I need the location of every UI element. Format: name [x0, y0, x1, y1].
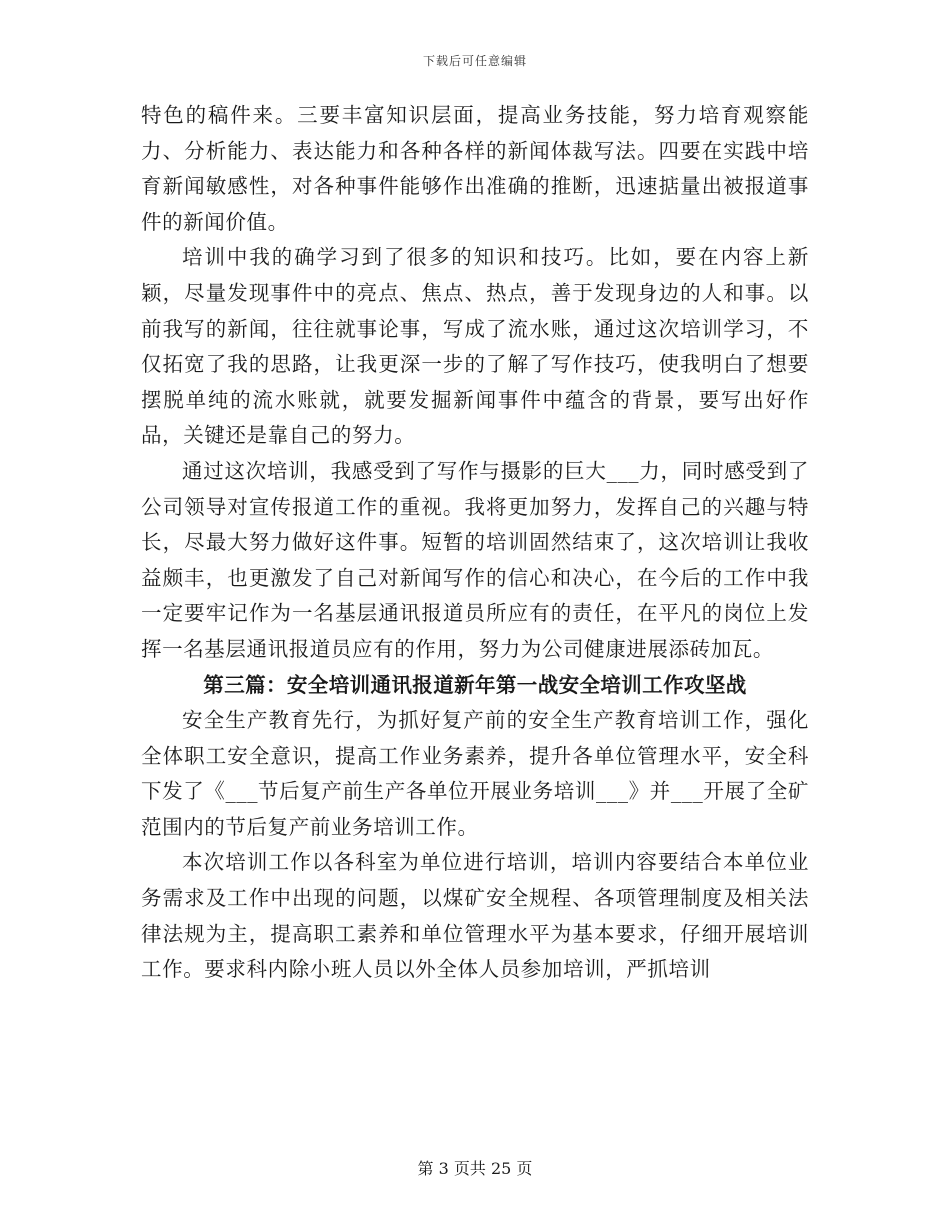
document-body — [141, 98, 809, 988]
page-number: 第 3 页共 25 页 — [417, 1159, 533, 1178]
paragraph-safety-education: 安全生产教育先行，为抓好复产前的安全生产教育培训工作，强化全体职工安全意识，提高工作业务素养，提升各单位管理水平，安全科下发了《___节后复产前生产各单位开展业务培训___》并___开展了全矿范围内的节后复产前业务培训工作。 — [141, 708, 809, 839]
page-header-note: 下载后可任意编辑 — [422, 54, 527, 68]
paragraph-training-arrangement: 本次培训工作以各科室为单位进行培训，培训内容要结合本单位业务需求及工作中出现的问题，以煤矿安全规程、各项管理制度及相关法律法规为主，提高职工素养和单位管理水平为基本要求，仔细开展培训工作。要求科内除小班人员以外全体人员参加培训，严抓培训 — [141, 850, 809, 982]
section-title: 第三篇：安全培训通讯报道新年第一战安全培训工作攻坚战 — [203, 672, 747, 697]
paragraph-continuation: 特色的稿件来。三要丰富知识层面，提高业务技能，努力培育观察能力、分析能力、表达能力和各种各样的新闻体裁写法。四要在实践中培育新闻敏感性，对各种事件能够作出准确的推断，迅速掂量出被报道事件的新闻价值。 — [141, 103, 809, 234]
paragraph-training-summary: 通过这次培训，我感受到了写作与摄影的巨大___力，同时感受到了公司领导对宣传报道工作的重视。我将更加努力，发挥自己的兴趣与特长，尽最大努力做好这件事。短暂的培训固然结束了，这次培训让我收益颇丰，也更激发了自己对新闻写作的信心和决心，在今后的工作中我一定要牢记作为一名基层通讯报道员所应有的责任，在平凡的岗位上发挥一名基层通讯报道员应有的作用，努力为公司健康进展添砖加瓦。 — [141, 458, 809, 661]
paragraph-training-learning: 培训中我的确学习到了很多的知识和技巧。比如，要在内容上新颖，尽量发现事件中的亮点、焦点、热点，善于发现身边的人和事。以前我写的新闻，往往就事论事，写成了流水账，通过这次培训学习，不仅拓宽了我的思路，让我更深一步的了解了写作技巧，使我明白了想要摆脱单纯的流水账就，就要发掘新闻事件中蕴含的背景，要写出好作品，关键还是靠自己的努力。 — [141, 245, 809, 448]
